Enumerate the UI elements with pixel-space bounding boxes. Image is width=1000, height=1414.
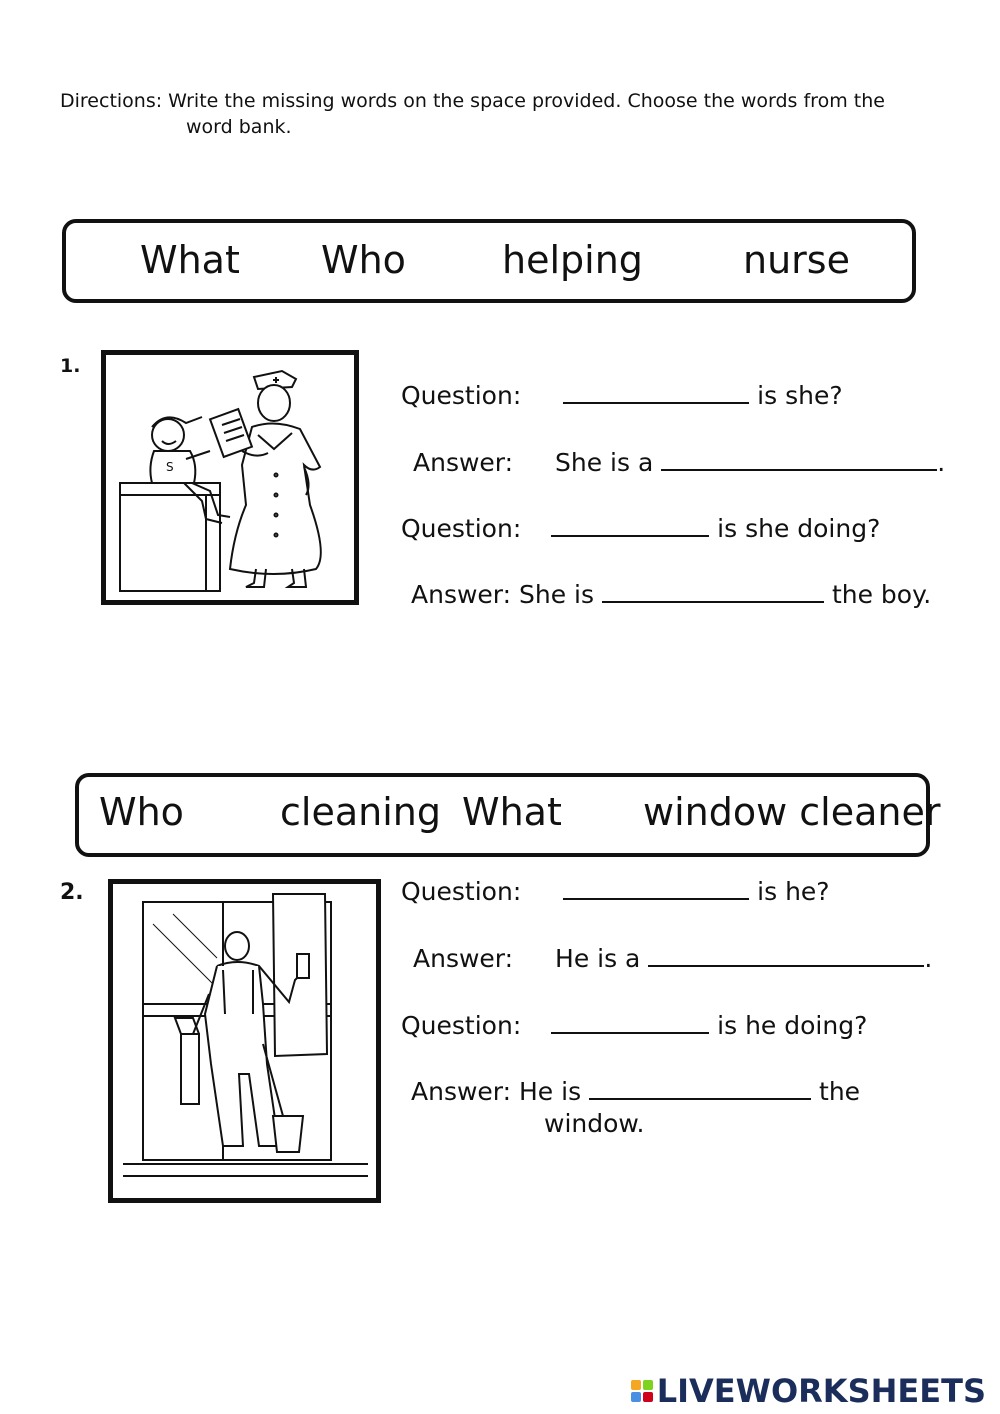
directions-text	[60, 88, 960, 140]
directions-line-2: word bank.	[186, 116, 292, 138]
item2-answer-2-continued: window.	[544, 1109, 645, 1138]
word-bank-word: Who	[321, 238, 406, 282]
window-cleaner-illustration	[113, 884, 376, 1198]
svg-text:S: S	[166, 460, 174, 474]
question-rest: is she doing?	[717, 514, 881, 543]
item-number: 1.	[60, 355, 81, 377]
item1-answer-1	[413, 447, 945, 478]
answer-end: .	[924, 944, 933, 973]
item1-question-2	[401, 513, 880, 544]
question-label: Question:	[401, 1011, 522, 1040]
question-label: Question:	[401, 381, 522, 410]
nurse-and-boy-illustration	[106, 355, 354, 600]
question-rest: is he?	[757, 877, 830, 906]
item-number: 2.	[60, 880, 84, 905]
liveworksheets-logo	[631, 1372, 986, 1410]
window-cleaner-picture	[108, 879, 381, 1203]
word-bank-word: window cleaner	[643, 790, 941, 834]
word-bank-word: nurse	[743, 238, 850, 282]
item1-question-1	[401, 380, 843, 411]
word-bank-1	[62, 219, 916, 303]
word-bank-word: What	[140, 238, 240, 282]
answer-rest: the	[819, 1077, 861, 1106]
answer-text: He is a	[555, 944, 641, 973]
item2-answer-2	[411, 1076, 860, 1107]
question-rest: is she?	[757, 381, 843, 410]
question-rest: is he doing?	[717, 1011, 868, 1040]
answer-blank[interactable]	[648, 943, 924, 967]
logo-mark-icon	[631, 1380, 653, 1402]
question-label: Question:	[401, 877, 522, 906]
word-bank-word: helping	[502, 238, 643, 282]
word-bank-word: What	[462, 790, 562, 834]
nurse-picture	[101, 350, 359, 605]
item2-question-2	[401, 1010, 867, 1041]
answer-text: She is a	[555, 448, 654, 477]
answer-blank[interactable]	[589, 1076, 811, 1100]
answer-blank[interactable]	[551, 513, 709, 537]
item2-question-1	[401, 876, 830, 907]
answer-blank[interactable]	[661, 447, 937, 471]
question-label: Question:	[401, 514, 522, 543]
word-bank-word: cleaning	[280, 790, 441, 834]
answer-label: Answer:	[413, 448, 514, 477]
answer-blank[interactable]	[551, 1010, 709, 1034]
answer-blank[interactable]	[563, 380, 749, 404]
item1-answer-2	[411, 579, 931, 610]
logo-text: LIVEWORKSHEETS	[656, 1372, 986, 1410]
answer-end: .	[937, 448, 946, 477]
answer-label: Answer:	[413, 944, 514, 973]
answer-label: Answer: He is	[411, 1077, 582, 1106]
word-bank-2	[75, 773, 941, 857]
directions-line-1: Directions: Write the missing words on the space provided. Choose the words from the	[60, 90, 885, 112]
item2-answer-1	[413, 943, 932, 974]
answer-blank[interactable]	[602, 579, 824, 603]
word-bank-word: Who	[99, 790, 184, 834]
answer-blank[interactable]	[563, 876, 749, 900]
answer-label: Answer: She is	[411, 580, 595, 609]
answer-rest: the boy.	[831, 580, 932, 609]
